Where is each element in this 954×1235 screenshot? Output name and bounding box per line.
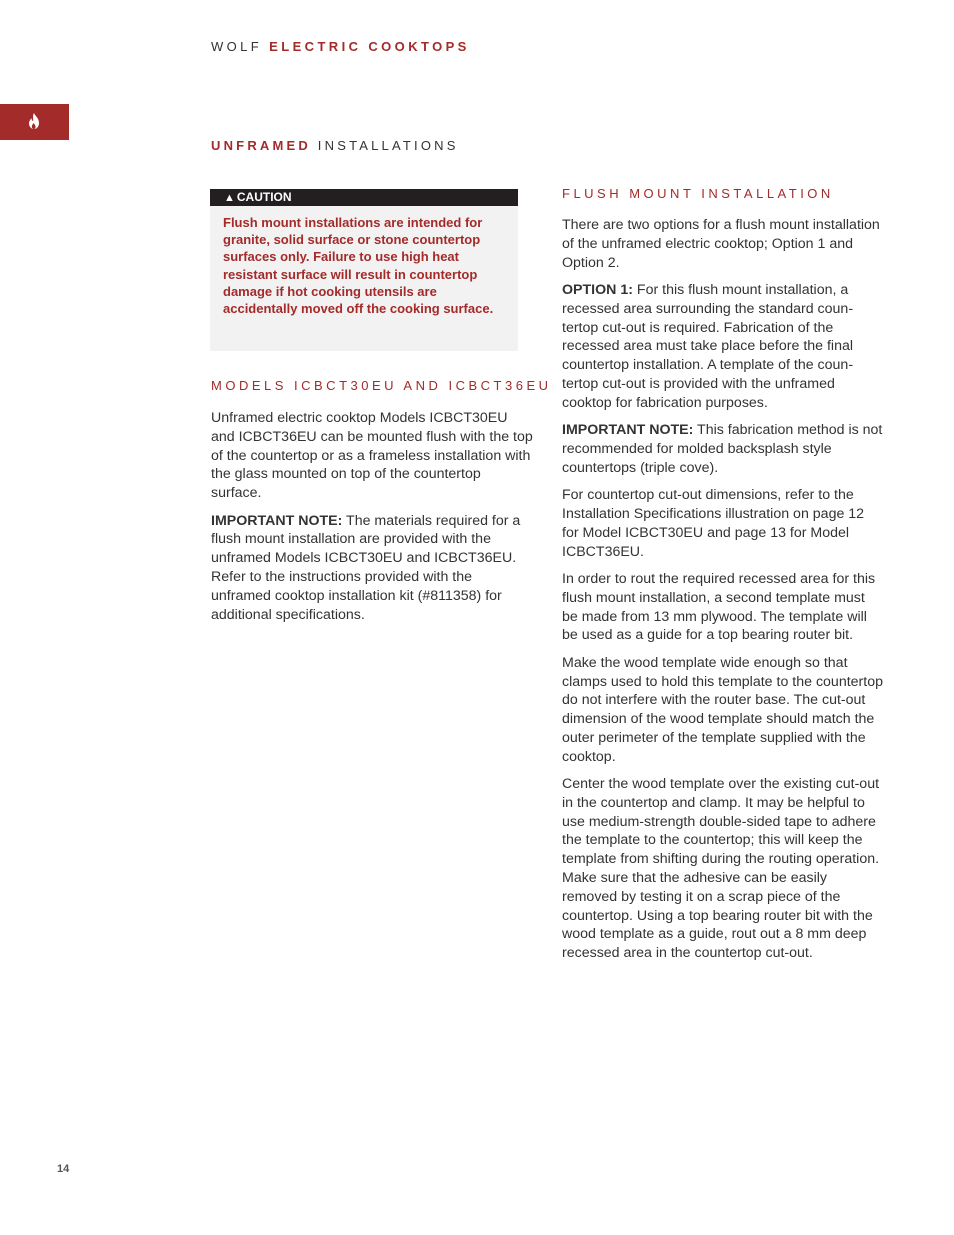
- section-tab: [0, 104, 69, 140]
- flame-icon: [27, 113, 41, 129]
- caution-bar: [210, 189, 518, 206]
- wood-template-paragraph: Make the wood template wide enough so that clamps used to hold this template to the countertop do not interfere with the router base. The cut-out dimension of the wood template should match the outer perimeter of the template supplied with the cooktop.: [562, 654, 883, 765]
- brand-name: WOLF: [211, 39, 263, 54]
- option1-text: For this flush mount installation, a recessed area surrounding the standard countertop cut-out is required. Fabrication of the recessed area must take place before the final countertop installation. A template of the countertop cut-out is provided with the unframed cooktop for fabrication purposes.: [562, 281, 854, 411]
- section-title: [211, 138, 459, 153]
- page-number: 14: [57, 1163, 70, 1175]
- important-note-text: The materials required for a flush mount installation are provided with the unframed Models ICBCT30EU and ICBCT36EU. Refer to the instructions provided with the unframed cooktop installation kit (#811358) for additional specifications.: [211, 512, 521, 623]
- warning-triangle-icon: ▲: [224, 192, 235, 204]
- caution-box: [210, 189, 518, 351]
- page-header: [211, 39, 470, 54]
- left-column: [211, 378, 552, 633]
- models-paragraph: Unframed electric cooktop Models ICBCT30EU and ICBCT36EU can be mounted flush with the top of the countertop or as a frameless installation with the glass mounted on top of the countertop surface.: [211, 410, 533, 502]
- section-title-accent: UNFRAMED: [211, 138, 311, 153]
- option1-paragraph: [562, 281, 884, 413]
- models-heading: MODELS ICBCT30EU AND ICBCT36EU: [211, 378, 552, 393]
- important-note-paragraph: [562, 421, 884, 477]
- dimensions-paragraph: For countertop cut-out dimensions, refer to the Installation Specifications illustration on page 12 for Model ICBCT30EU and page 13 for Model ICBCT36EU.: [562, 487, 865, 560]
- right-column: [562, 186, 884, 972]
- product-name: ELECTRIC COOKTOPS: [269, 39, 470, 54]
- center-template-paragraph: Center the wood template over the existing cut-out in the countertop and clamp. It may be helpful to use medium-strength double-sided tape to adhere the template to the countertop; this will keep the template from shifting during the routing operation. Make sure that the adhesive can be easily removed by testing it on a scrap piece of the countertop. Using a top bearing router bit with the wood template as a guide, rout out a 8 mm deep recessed area in the countertop cut-out.: [562, 776, 880, 962]
- caution-text: Flush mount installations are intended for granite, solid surface or stone countertop surfaces only. Failure to use high heat resistant surface will result in countertop damage if hot cooking utensils are accidentally moved off the cooking surface.: [223, 215, 494, 317]
- important-note-paragraph: [211, 512, 533, 625]
- flush-mount-heading: FLUSH MOUNT INSTALLATION: [562, 186, 834, 201]
- important-note-text: This fabrication method is not recommended for molded backsplash style countertops (triple cove).: [562, 422, 883, 476]
- important-note-label: IMPORTANT NOTE:: [211, 512, 343, 529]
- option1-label: OPTION 1:: [562, 281, 633, 298]
- section-title-rest: INSTALLATIONS: [317, 138, 459, 153]
- caution-label: CAUTION: [236, 190, 292, 204]
- intro-paragraph: There are two options for a flush mount installation of the unframed electric cooktop; Option 1 and Option 2.: [562, 217, 880, 271]
- template-paragraph: In order to rout the required recessed area for this flush mount installation, a second template must be made from 13 mm plywood. The template will be used as a guide for a top bearing router bit.: [562, 570, 876, 644]
- important-note-label: IMPORTANT NOTE:: [562, 422, 694, 439]
